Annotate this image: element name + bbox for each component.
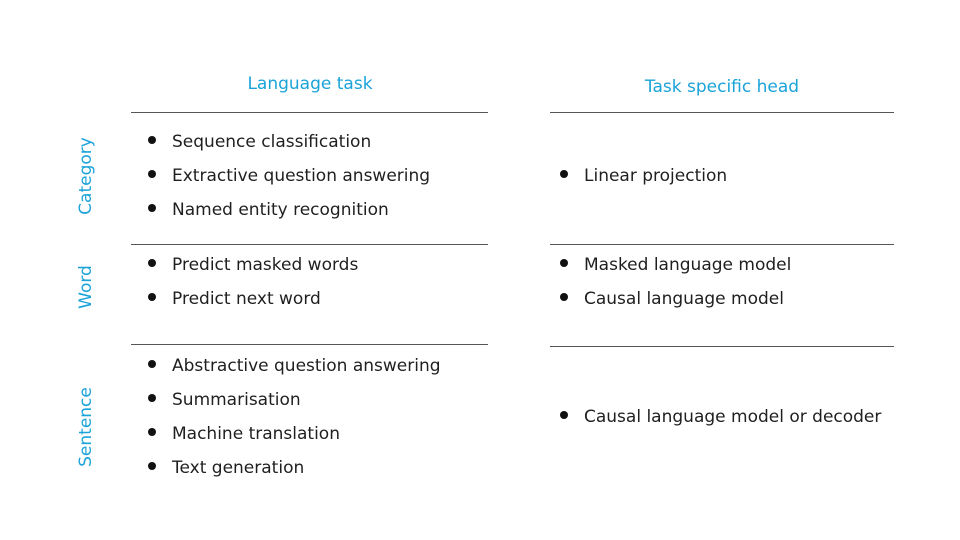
divider-left-mid2	[131, 344, 488, 345]
bullet-icon	[560, 170, 568, 178]
head-text: Masked language model	[584, 255, 792, 275]
list-item	[560, 164, 727, 188]
list-item	[560, 253, 791, 277]
bullet-icon	[148, 136, 156, 144]
divider-right-mid1	[550, 244, 894, 245]
language-task-header: Language task	[247, 74, 373, 94]
head-text: Linear projection	[584, 166, 728, 186]
list-item	[148, 388, 301, 412]
list-item	[148, 422, 340, 446]
list-item	[560, 405, 881, 429]
bullet-icon	[560, 293, 568, 301]
task-specific-head-header: Task specific head	[644, 77, 800, 97]
list-item	[148, 253, 358, 277]
task-text: Summarisation	[172, 390, 301, 410]
bullet-icon	[560, 411, 568, 419]
list-item	[148, 130, 371, 154]
divider-right-mid2	[550, 346, 894, 347]
list-item	[148, 354, 441, 378]
row-label-sentence: Sentence	[76, 387, 96, 467]
list-item	[560, 287, 784, 311]
task-text: Extractive question answering	[172, 166, 431, 186]
bullet-icon	[148, 428, 156, 436]
head-text: Causal language model or decoder	[584, 407, 882, 427]
task-text: Abstractive question answering	[172, 356, 441, 376]
row-label-category: Category	[76, 137, 96, 215]
task-text: Sequence classification	[172, 132, 372, 152]
task-text: Predict next word	[172, 289, 321, 309]
divider-left-mid1	[131, 244, 488, 245]
bullet-icon	[148, 360, 156, 368]
bullet-icon	[148, 259, 156, 267]
task-text: Predict masked words	[172, 255, 359, 275]
list-item	[148, 198, 389, 222]
bullet-icon	[148, 394, 156, 402]
task-text: Machine translation	[172, 424, 340, 444]
bullet-icon	[560, 259, 568, 267]
task-text: Text generation	[172, 458, 305, 478]
divider-right-top	[550, 112, 894, 113]
bullet-icon	[148, 293, 156, 301]
divider-left-top	[131, 112, 488, 113]
task-text: Named entity recognition	[172, 200, 389, 220]
bullet-icon	[148, 170, 156, 178]
bullet-icon	[148, 462, 156, 470]
head-text: Causal language model	[584, 289, 784, 309]
list-item	[148, 164, 430, 188]
bullet-icon	[148, 204, 156, 212]
list-item	[148, 287, 321, 311]
row-label-word: Word	[76, 265, 96, 309]
list-item	[148, 456, 304, 480]
